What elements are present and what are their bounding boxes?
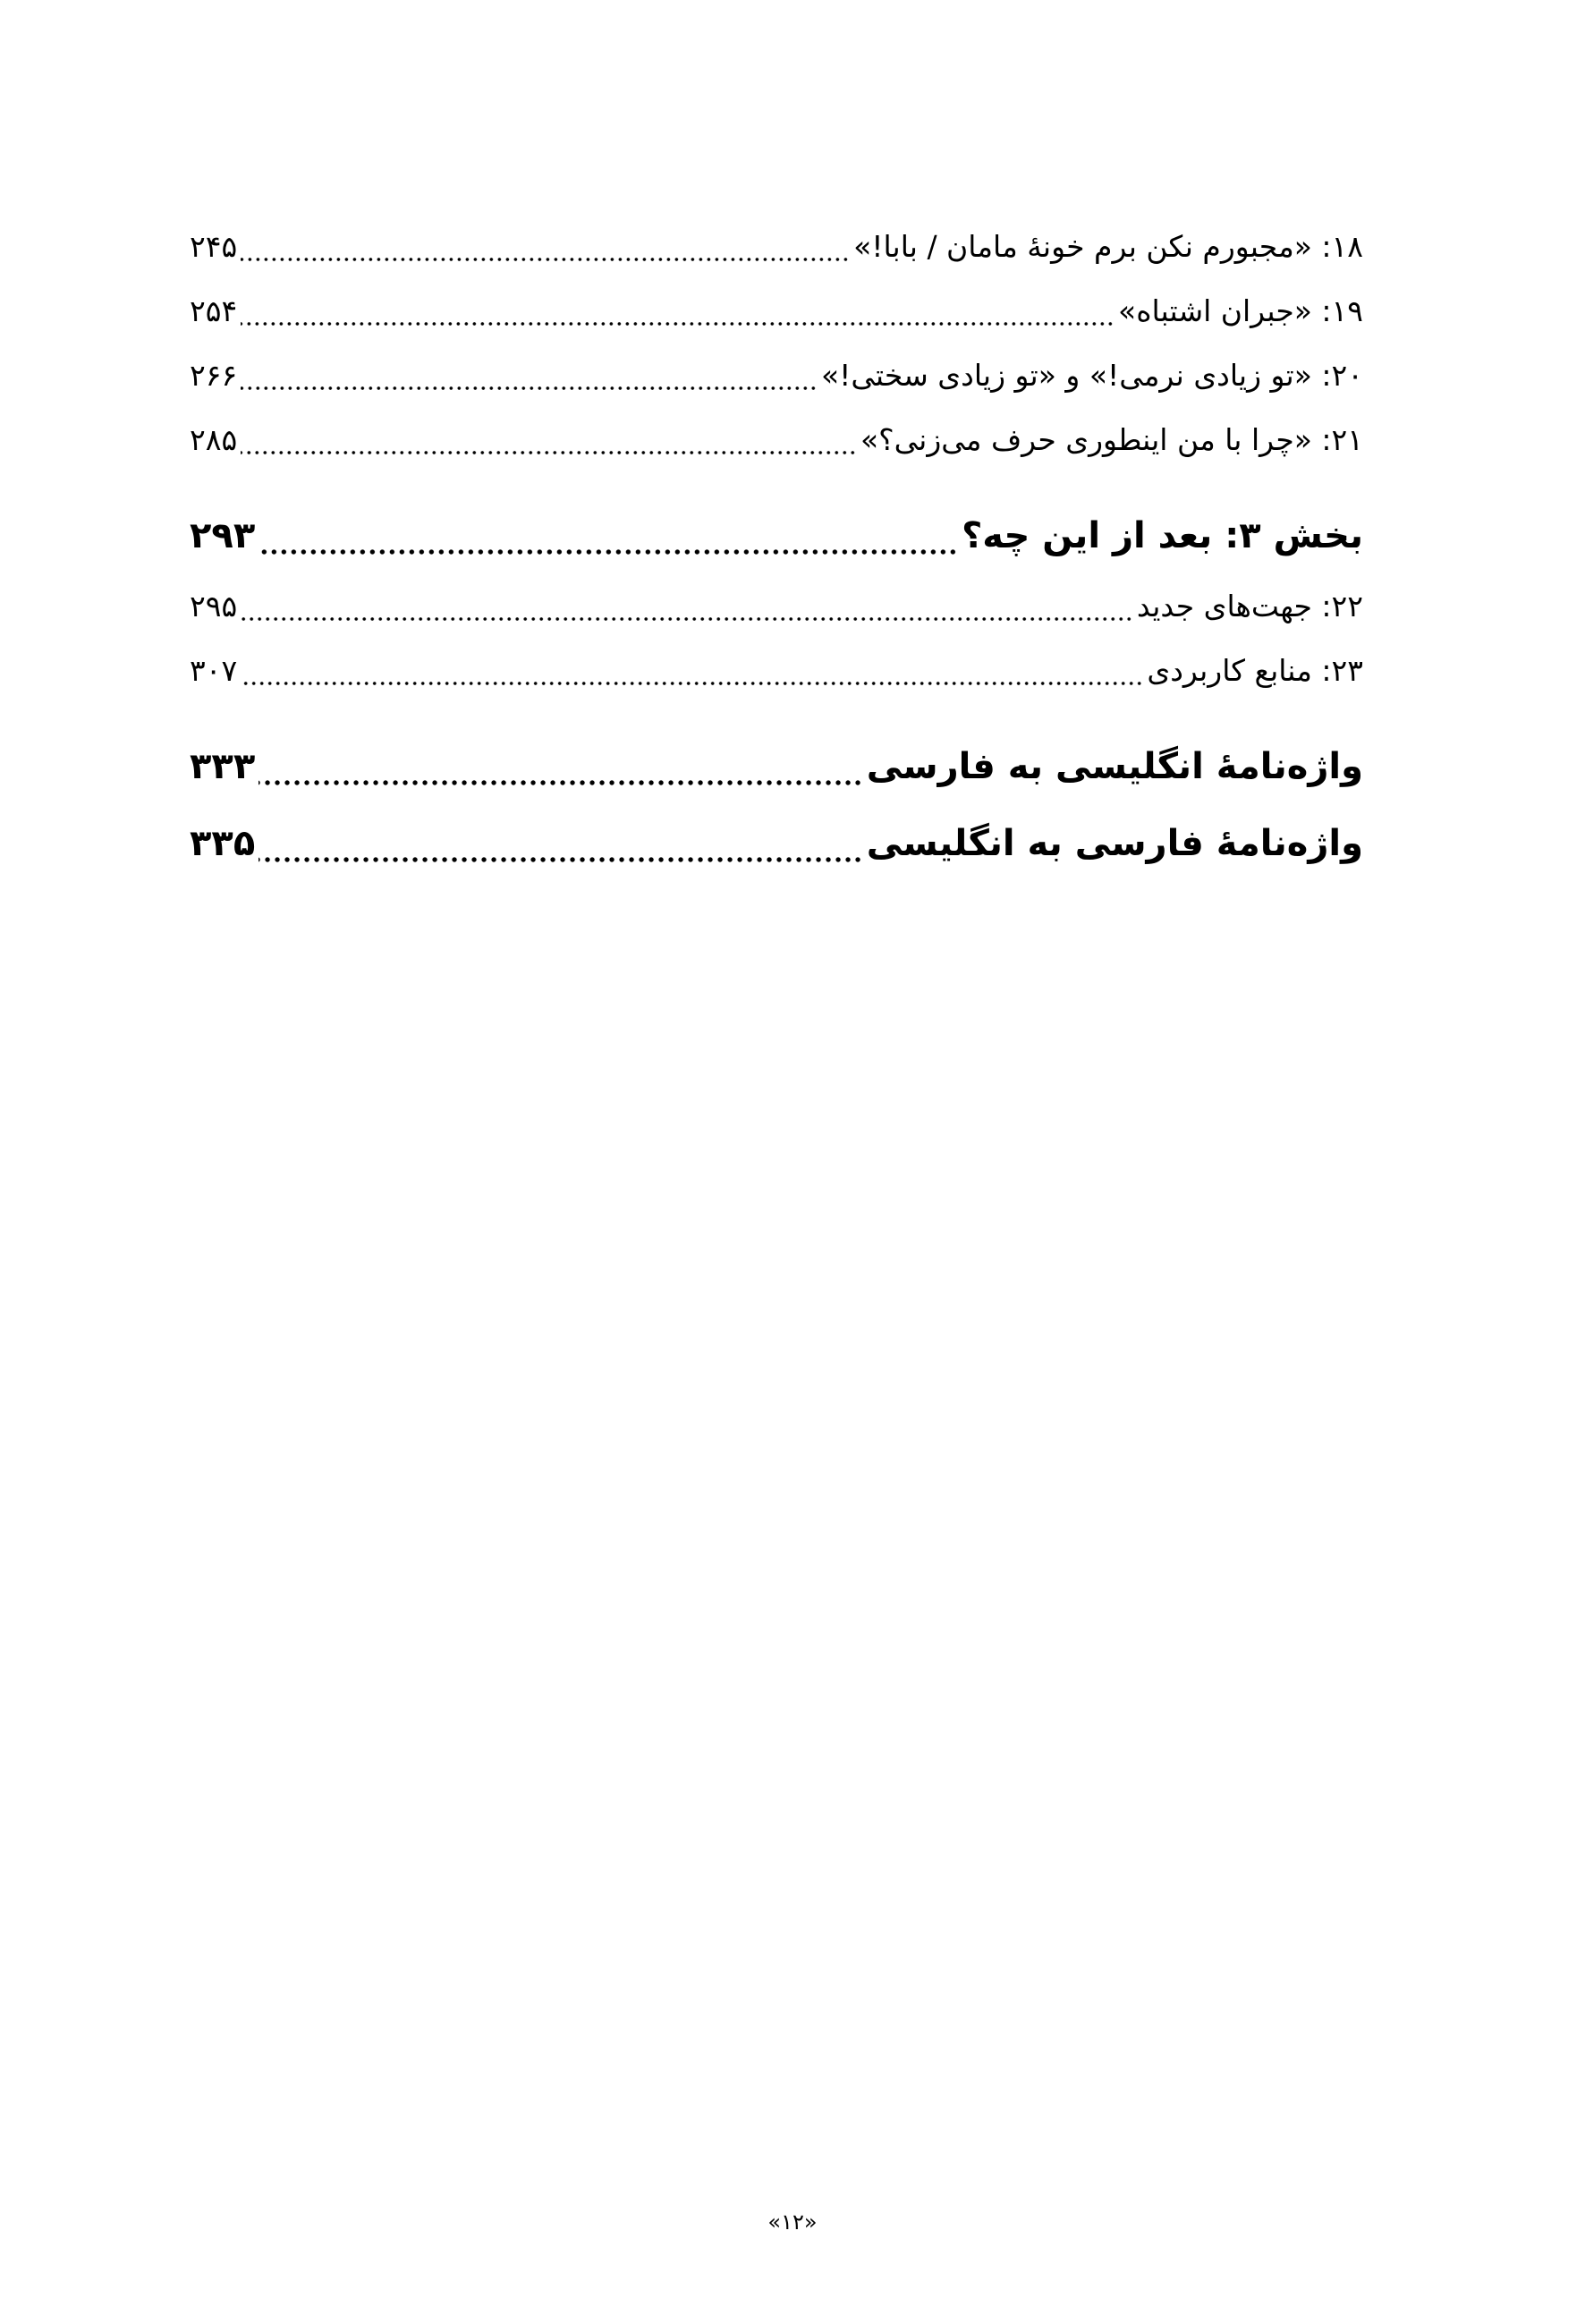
toc-section-3-heading bbox=[190, 497, 1363, 574]
toc-entry-22 bbox=[190, 574, 1363, 639]
dot-leader bbox=[241, 254, 850, 265]
dot-leader bbox=[241, 318, 1115, 329]
toc-section-label: بخش ۳: بعد از این چه؟ bbox=[962, 515, 1363, 556]
toc-entry-label: ۲۲: جهت‌های جدید bbox=[1136, 589, 1363, 623]
toc-section-label: واژه‌نامهٔ فارسی به انگلیسی bbox=[866, 823, 1363, 864]
toc-entry-label: ۱۸: «مجبورم نکن برم خونهٔ مامان / بابا!» bbox=[853, 229, 1363, 264]
toc-entry-label: ۲۰: «تو زیادی نرمی!» و «تو زیادی سختی!» bbox=[820, 358, 1363, 393]
dot-leader bbox=[241, 447, 857, 458]
toc-entry-23 bbox=[190, 639, 1363, 703]
toc-section-page: ۲۹۳ bbox=[190, 515, 256, 556]
toc-glossary-fa-en bbox=[190, 805, 1363, 882]
dot-leader bbox=[259, 777, 863, 788]
toc-section-page: ۳۳۵ bbox=[190, 823, 256, 864]
toc-entry-label: ۲۱: «چرا با من اینطوری حرف می‌زنی؟» bbox=[860, 422, 1363, 457]
toc-entry-page: ۲۴۵ bbox=[190, 229, 238, 264]
toc-entry-label: ۲۳: منابع کاربردی bbox=[1147, 653, 1363, 688]
dot-leader bbox=[241, 383, 818, 394]
dot-leader bbox=[241, 614, 1133, 624]
toc-section-label: واژه‌نامهٔ انگلیسی به فارسی bbox=[866, 746, 1363, 787]
toc-entry-label: ۱۹: «جبران اشتباه» bbox=[1118, 293, 1363, 328]
table-of-contents bbox=[190, 215, 1363, 882]
toc-section-page: ۳۳۳ bbox=[190, 746, 256, 787]
toc-entry-18 bbox=[190, 215, 1363, 279]
toc-entry-page: ۲۸۵ bbox=[190, 422, 238, 457]
toc-entry-page: ۲۹۵ bbox=[190, 589, 238, 623]
dot-leader bbox=[259, 547, 958, 557]
dot-leader bbox=[241, 678, 1143, 689]
toc-glossary-en-fa bbox=[190, 728, 1363, 805]
toc-entry-21 bbox=[190, 408, 1363, 472]
toc-entry-19 bbox=[190, 279, 1363, 344]
page-number: «۱۲» bbox=[767, 2209, 818, 2235]
dot-leader bbox=[259, 854, 863, 865]
toc-entry-page: ۳۰۷ bbox=[190, 653, 238, 688]
toc-entry-page: ۲۶۶ bbox=[190, 358, 238, 393]
toc-entry-page: ۲۵۴ bbox=[190, 293, 238, 328]
toc-entry-20 bbox=[190, 344, 1363, 408]
